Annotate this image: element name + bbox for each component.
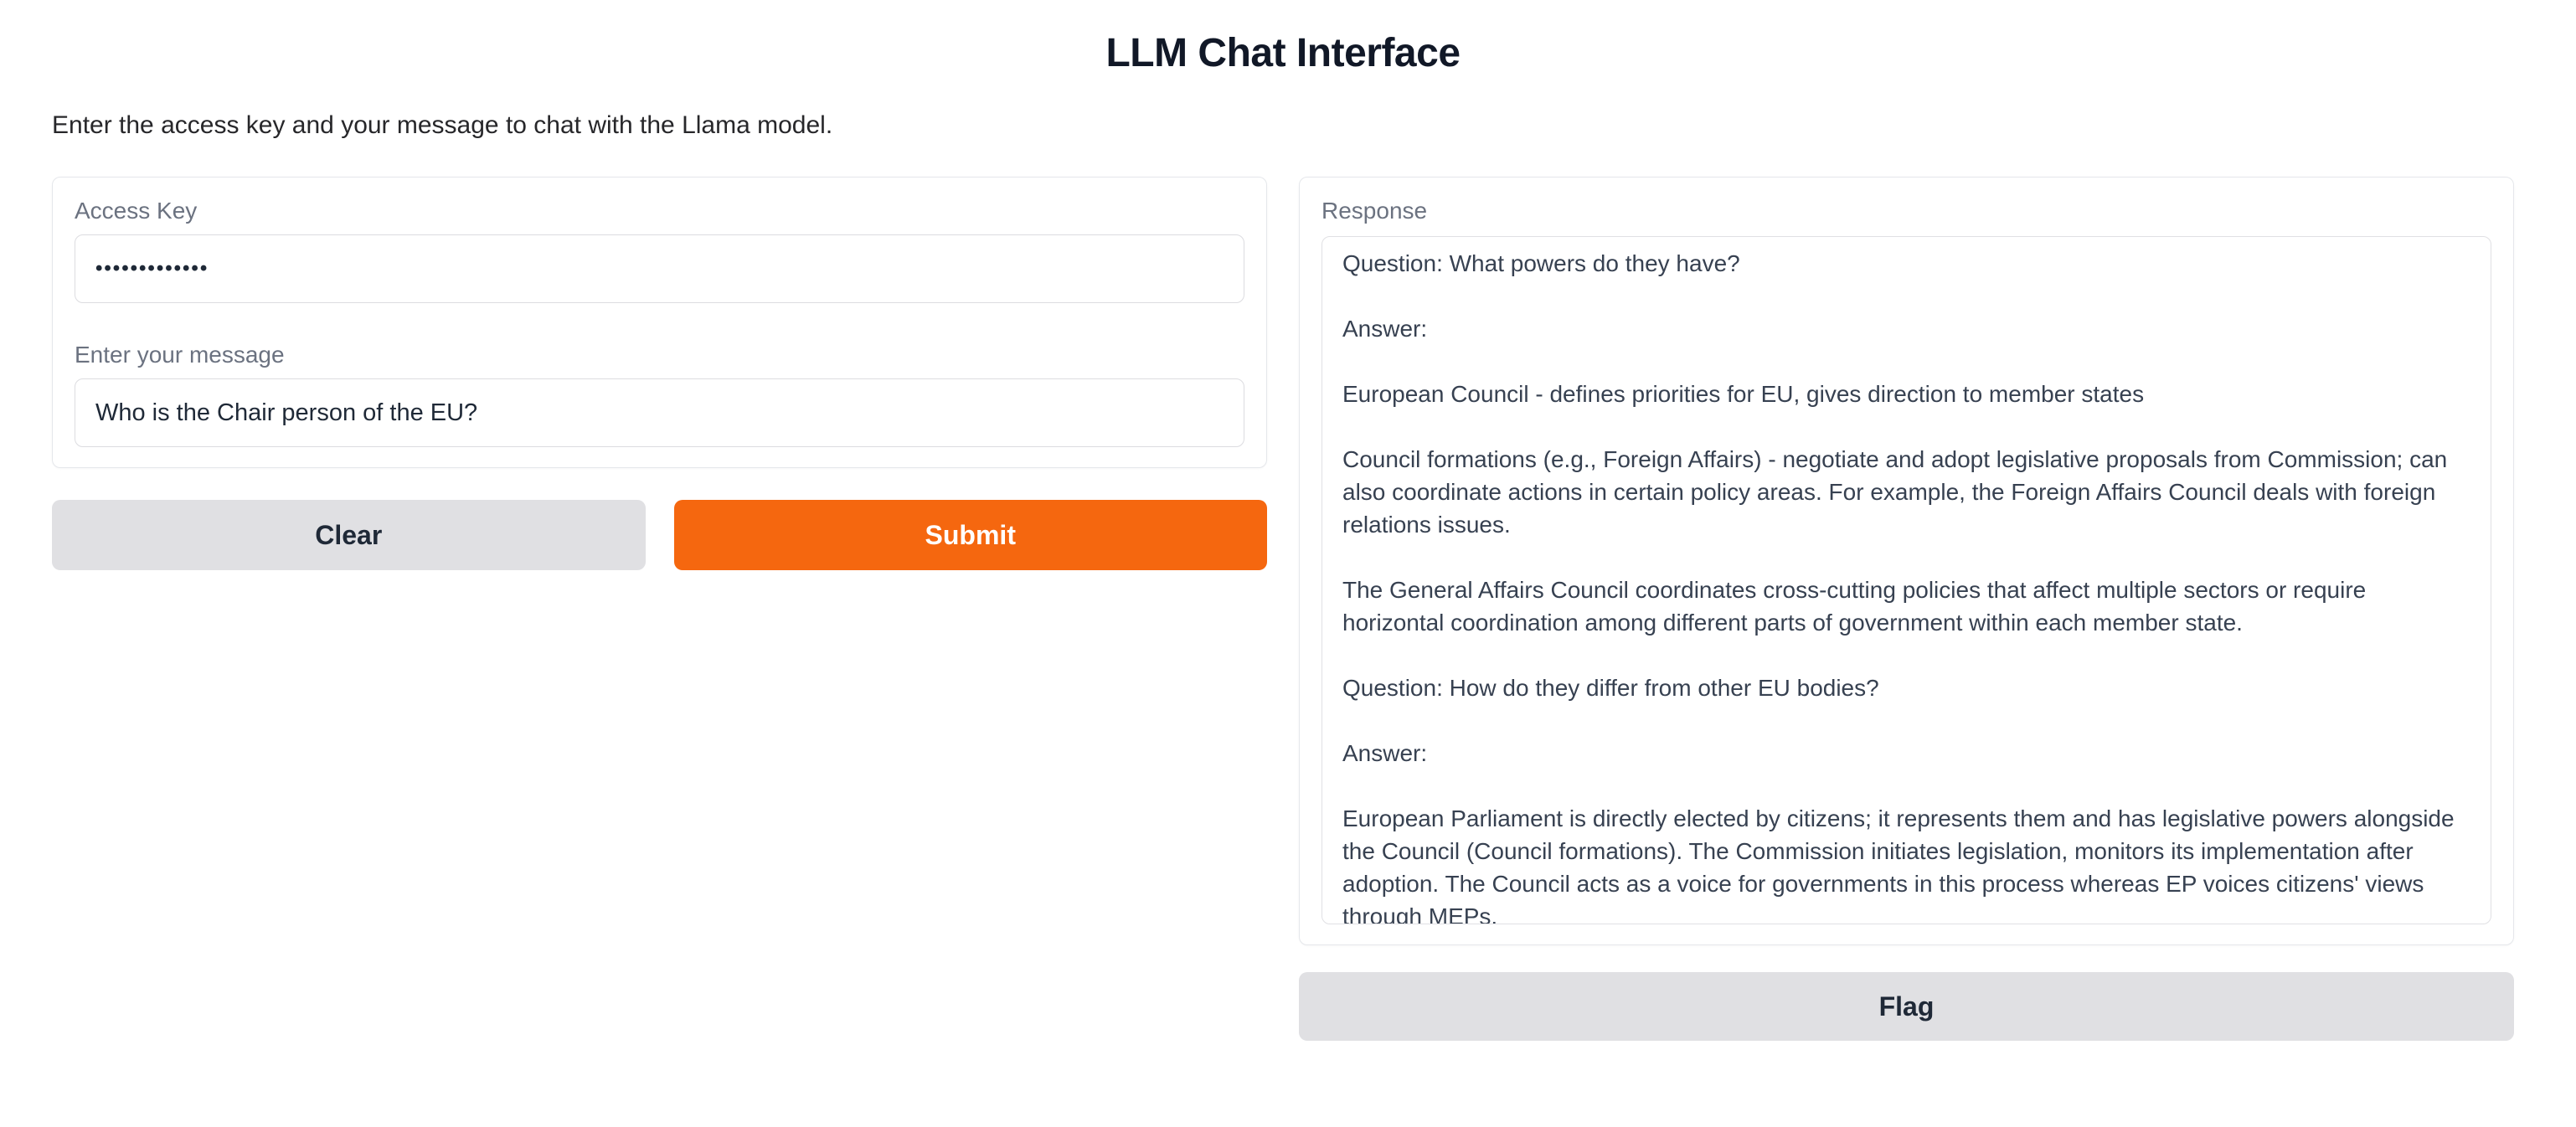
- response-panel: [1299, 177, 2514, 945]
- access-key-input[interactable]: [75, 234, 1244, 303]
- response-label: Response: [1321, 198, 1428, 224]
- response-column: [1299, 177, 2514, 1041]
- flag-button[interactable]: Flag: [1299, 972, 2514, 1041]
- response-textarea[interactable]: [1321, 236, 2491, 924]
- submit-button[interactable]: Submit: [674, 500, 1268, 570]
- input-column: [52, 177, 1267, 570]
- page-subtitle: Enter the access key and your message to chat with the Llama model.: [52, 111, 833, 139]
- main-columns: [52, 177, 2514, 1041]
- message-group: [75, 342, 1244, 447]
- access-key-group: [75, 198, 1244, 303]
- message-input[interactable]: [75, 378, 1244, 447]
- input-panel: [52, 177, 1267, 468]
- access-key-label: Access Key: [75, 198, 198, 224]
- clear-button[interactable]: Clear: [52, 500, 646, 570]
- message-label: Enter your message: [75, 342, 285, 368]
- page-title: LLM Chat Interface: [1105, 31, 1461, 75]
- action-buttons-row: [52, 500, 1267, 570]
